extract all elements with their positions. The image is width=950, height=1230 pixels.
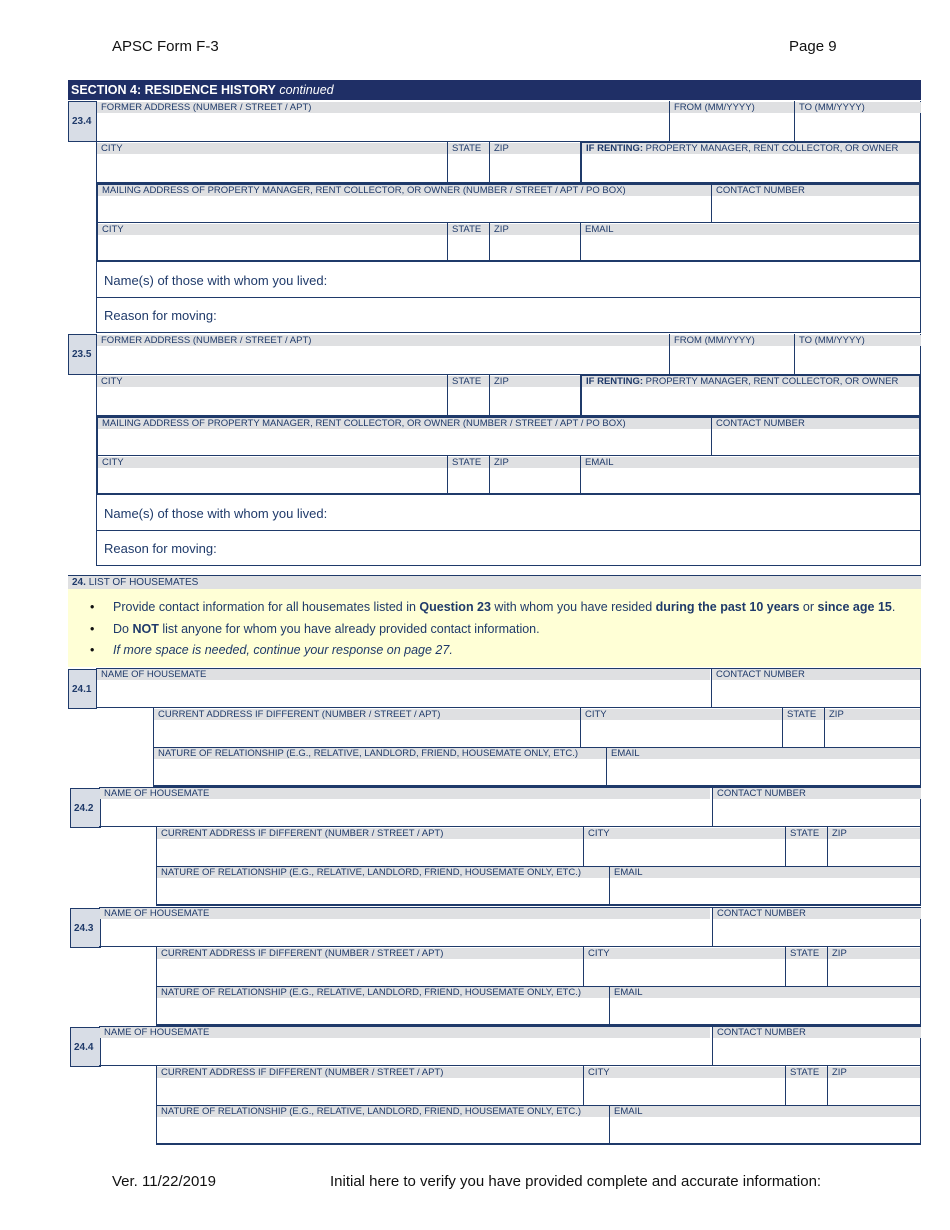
manager-zip-field[interactable] xyxy=(491,469,579,493)
city-field[interactable] xyxy=(98,155,446,182)
manager-contact-field[interactable] xyxy=(713,430,919,455)
if-renting-bold: IF RENTING: xyxy=(586,376,643,387)
housemate-zip-label: ZIP xyxy=(825,709,920,720)
housemate-name-label: NAME OF HOUSEMATE xyxy=(100,788,710,799)
housemate-contact-label: CONTACT NUMBER xyxy=(712,669,920,680)
reason-moving-label: Reason for moving: xyxy=(104,308,217,323)
relationship-field[interactable] xyxy=(155,760,605,785)
former-address-field[interactable] xyxy=(98,347,668,374)
divider xyxy=(447,375,448,416)
former-address-label: FORMER ADDRESS (NUMBER / STREET / APT) xyxy=(97,102,669,113)
item-number: 24.1 xyxy=(68,669,97,709)
divider xyxy=(824,708,825,748)
housemate-state-field[interactable] xyxy=(787,960,826,986)
manager-state-field[interactable] xyxy=(449,236,488,260)
housemate-state-label: STATE xyxy=(786,1067,827,1078)
divider xyxy=(447,222,448,260)
names-lived-label: Name(s) of those with whom you lived: xyxy=(104,273,328,288)
housemate-city-field[interactable] xyxy=(585,960,784,986)
housemate-name-label: NAME OF HOUSEMATE xyxy=(97,669,710,680)
divider xyxy=(827,947,828,987)
housemate-zip-label: ZIP xyxy=(828,1067,920,1078)
manager-email-field[interactable] xyxy=(582,236,919,260)
housemate-email-label: EMAIL xyxy=(610,1106,920,1117)
page-number: Page 9 xyxy=(789,38,837,55)
divider xyxy=(669,101,670,142)
item-number: 24.4 xyxy=(70,1027,101,1067)
current-address-label: CURRENT ADDRESS IF DIFFERENT (NUMBER / STREET / APT) xyxy=(157,948,583,959)
item-number: 23.4 xyxy=(68,101,97,142)
divider xyxy=(580,455,581,493)
housemate-name-field[interactable] xyxy=(98,681,709,707)
zip-label: ZIP xyxy=(490,376,580,387)
mailing-address-label: MAILING ADDRESS OF PROPERTY MANAGER, RENT COLLECTOR, OR OWNER (NUMBER / STREET / APT / PO BOX) xyxy=(98,185,711,196)
divider xyxy=(712,907,713,947)
housemate-name-label: NAME OF HOUSEMATE xyxy=(100,908,710,919)
housemate-contact-label: CONTACT NUMBER xyxy=(713,1027,921,1038)
current-address-field[interactable] xyxy=(158,840,582,866)
if-renting-text: PROPERTY MANAGER, RENT COLLECTOR, OR OWNER xyxy=(643,376,899,387)
divider xyxy=(712,1026,713,1066)
manager-zip-label: ZIP xyxy=(490,224,580,235)
relationship-field[interactable] xyxy=(158,999,608,1024)
housemate-email-label: EMAIL xyxy=(610,987,920,998)
housemate-name-field[interactable] xyxy=(101,1039,709,1065)
divider xyxy=(794,101,795,142)
manager-state-label: STATE xyxy=(448,224,489,235)
city-label: CITY xyxy=(97,376,447,387)
former-address-field[interactable] xyxy=(98,114,668,141)
divider xyxy=(827,1066,828,1106)
manager-email-label: EMAIL xyxy=(581,224,919,235)
housemate-name-field[interactable] xyxy=(101,920,709,946)
zip-field[interactable] xyxy=(491,388,579,415)
housemate-email-field[interactable] xyxy=(611,1118,919,1143)
housemate-state-field[interactable] xyxy=(787,840,826,866)
divider xyxy=(489,455,490,493)
manager-city-field[interactable] xyxy=(99,469,446,493)
housemate-zip-label: ZIP xyxy=(828,948,920,959)
housemate-city-field[interactable] xyxy=(585,840,784,866)
housemate-state-label: STATE xyxy=(786,948,827,959)
housemate-contact-label: CONTACT NUMBER xyxy=(713,908,921,919)
housemate-city-label: CITY xyxy=(584,948,785,959)
manager-city-label: CITY xyxy=(98,457,447,468)
housemate-zip-field[interactable] xyxy=(829,960,919,986)
mailing-address-label: MAILING ADDRESS OF PROPERTY MANAGER, RENT COLLECTOR, OR OWNER (NUMBER / STREET / APT / PO BOX) xyxy=(98,418,711,429)
form-name: APSC Form F-3 xyxy=(112,38,219,55)
divider xyxy=(785,827,786,867)
current-address-label: CURRENT ADDRESS IF DIFFERENT (NUMBER / STREET / APT) xyxy=(154,709,580,720)
instruction-item: • Do NOT list anyone for whom you have already provided contact information. xyxy=(90,621,910,643)
contact-number-label: CONTACT NUMBER xyxy=(712,418,919,429)
divider xyxy=(583,1066,584,1106)
housemate-city-label: CITY xyxy=(581,709,782,720)
housemate-contact-field[interactable] xyxy=(714,800,920,826)
version: Ver. 11/22/2019 xyxy=(112,1173,216,1190)
divider xyxy=(711,185,712,222)
current-address-field[interactable] xyxy=(155,721,579,747)
divider xyxy=(609,986,610,1025)
divider xyxy=(711,668,712,708)
current-address-label: CURRENT ADDRESS IF DIFFERENT (NUMBER / STREET / APT) xyxy=(157,828,583,839)
housemate-city-label: CITY xyxy=(584,1067,785,1078)
relationship-label: NATURE OF RELATIONSHIP (E.G., RELATIVE, LANDLORD, FRIEND, HOUSEMATE ONLY, ETC.) xyxy=(154,748,606,759)
divider xyxy=(489,142,490,183)
names-lived-label: Name(s) of those with whom you lived: xyxy=(104,506,328,521)
divider xyxy=(580,708,581,748)
divider xyxy=(489,375,490,416)
housemate-state-label: STATE xyxy=(786,828,827,839)
housemate-email-label: EMAIL xyxy=(610,867,920,878)
divider xyxy=(711,418,712,455)
housemate-zip-field[interactable] xyxy=(829,840,919,866)
from-date-label: FROM (MM/YYYY) xyxy=(670,335,794,346)
item-number: 24.2 xyxy=(70,788,101,828)
manager-state-field[interactable] xyxy=(449,469,488,493)
divider xyxy=(98,222,919,223)
section-title-bar xyxy=(68,80,921,100)
divider xyxy=(447,455,448,493)
initial-prompt: Initial here to verify you have provided complete and accurate information: xyxy=(330,1173,822,1190)
housemate-zip-field[interactable] xyxy=(829,1079,919,1105)
if-renting-text: PROPERTY MANAGER, RENT COLLECTOR, OR OWNER xyxy=(643,143,899,154)
manager-contact-field[interactable] xyxy=(713,197,919,222)
divider xyxy=(669,334,670,375)
to-date-field[interactable] xyxy=(796,347,920,374)
divider xyxy=(489,222,490,260)
current-address-field[interactable] xyxy=(158,960,582,986)
current-address-field[interactable] xyxy=(158,1079,582,1105)
to-date-field[interactable] xyxy=(796,114,920,141)
manager-city-label: CITY xyxy=(98,224,447,235)
manager-email-field[interactable] xyxy=(582,469,919,493)
housemate-contact-field[interactable] xyxy=(714,1039,920,1065)
divider xyxy=(785,1066,786,1106)
housemate-email-field[interactable] xyxy=(608,760,919,785)
item-number: 23.5 xyxy=(68,334,97,375)
relationship-label: NATURE OF RELATIONSHIP (E.G., RELATIVE, LANDLORD, FRIEND, HOUSEMATE ONLY, ETC.) xyxy=(157,987,609,998)
manager-zip-label: ZIP xyxy=(490,457,580,468)
manager-city-field[interactable] xyxy=(99,236,446,260)
divider xyxy=(609,866,610,905)
reason-moving-row[interactable] xyxy=(96,298,921,333)
from-date-label: FROM (MM/YYYY) xyxy=(670,102,794,113)
to-date-label: TO (MM/YYYY) xyxy=(795,335,921,346)
current-address-label: CURRENT ADDRESS IF DIFFERENT (NUMBER / STREET / APT) xyxy=(157,1067,583,1078)
divider xyxy=(580,222,581,260)
from-date-field[interactable] xyxy=(671,114,793,141)
instruction-item: • Provide contact information for all housemates listed in Question 23 with whom you have resided during the past 10 years or since age 15. xyxy=(90,599,910,621)
divider xyxy=(712,787,713,827)
city-label: CITY xyxy=(97,143,447,154)
manager-state-label: STATE xyxy=(448,457,489,468)
city-field[interactable] xyxy=(98,388,446,415)
contact-number-label: CONTACT NUMBER xyxy=(712,185,919,196)
housemate-zip-field[interactable] xyxy=(826,721,919,747)
state-label: STATE xyxy=(448,376,489,387)
relationship-label: NATURE OF RELATIONSHIP (E.G., RELATIVE, LANDLORD, FRIEND, HOUSEMATE ONLY, ETC.) xyxy=(157,1106,609,1117)
divider xyxy=(583,947,584,987)
instruction-item: • If more space is needed, continue your response on page 27. xyxy=(90,642,910,664)
zip-field[interactable] xyxy=(491,155,579,182)
section-title: SECTION 4: RESIDENCE HISTORY xyxy=(71,83,276,97)
manager-zip-field[interactable] xyxy=(491,236,579,260)
zip-label: ZIP xyxy=(490,143,580,154)
item-number: 24.3 xyxy=(70,908,101,948)
to-date-label: TO (MM/YYYY) xyxy=(795,102,921,113)
housemates-section-title xyxy=(68,575,921,589)
housemates-section-label: LIST OF HOUSEMATES xyxy=(88,577,199,588)
housemate-contact-field[interactable] xyxy=(713,681,919,707)
housemate-email-field[interactable] xyxy=(611,999,919,1024)
divider xyxy=(785,947,786,987)
reason-moving-row[interactable] xyxy=(96,531,921,566)
housemate-city-field[interactable] xyxy=(585,1079,784,1105)
housemate-name-label: NAME OF HOUSEMATE xyxy=(100,1027,710,1038)
state-field[interactable] xyxy=(449,388,488,415)
housemate-state-label: STATE xyxy=(783,709,824,720)
divider xyxy=(447,142,448,183)
relationship-label: NATURE OF RELATIONSHIP (E.G., RELATIVE, LANDLORD, FRIEND, HOUSEMATE ONLY, ETC.) xyxy=(157,867,609,878)
if-renting-bold: IF RENTING: xyxy=(586,143,643,154)
housemate-zip-label: ZIP xyxy=(828,828,920,839)
section-title-suffix: continued xyxy=(279,83,334,97)
manager-email-label: EMAIL xyxy=(581,457,919,468)
housemates-instructions xyxy=(68,589,921,667)
relationship-field[interactable] xyxy=(158,879,608,904)
mailing-address-field[interactable] xyxy=(99,430,710,455)
former-address-label: FORMER ADDRESS (NUMBER / STREET / APT) xyxy=(97,335,669,346)
state-field[interactable] xyxy=(449,155,488,182)
divider xyxy=(98,455,919,456)
divider xyxy=(606,747,607,786)
mailing-address-field[interactable] xyxy=(99,197,710,222)
housemate-name-field[interactable] xyxy=(101,800,709,826)
divider xyxy=(583,827,584,867)
housemate-email-label: EMAIL xyxy=(607,748,920,759)
divider xyxy=(782,708,783,748)
housemate-contact-label: CONTACT NUMBER xyxy=(713,788,921,799)
from-date-field[interactable] xyxy=(671,347,793,374)
if-renting-label xyxy=(582,376,919,387)
housemate-contact-field[interactable] xyxy=(714,920,920,946)
housemate-city-field[interactable] xyxy=(582,721,781,747)
relationship-field[interactable] xyxy=(158,1118,608,1143)
divider xyxy=(827,827,828,867)
if-renting-label xyxy=(582,143,919,154)
housemate-email-field[interactable] xyxy=(611,879,919,904)
housemate-state-field[interactable] xyxy=(787,1079,826,1105)
divider xyxy=(794,334,795,375)
housemates-section-number: 24. xyxy=(72,577,86,588)
housemate-state-field[interactable] xyxy=(784,721,823,747)
housemate-city-label: CITY xyxy=(584,828,785,839)
reason-moving-label: Reason for moving: xyxy=(104,541,217,556)
state-label: STATE xyxy=(448,143,489,154)
divider xyxy=(609,1105,610,1144)
